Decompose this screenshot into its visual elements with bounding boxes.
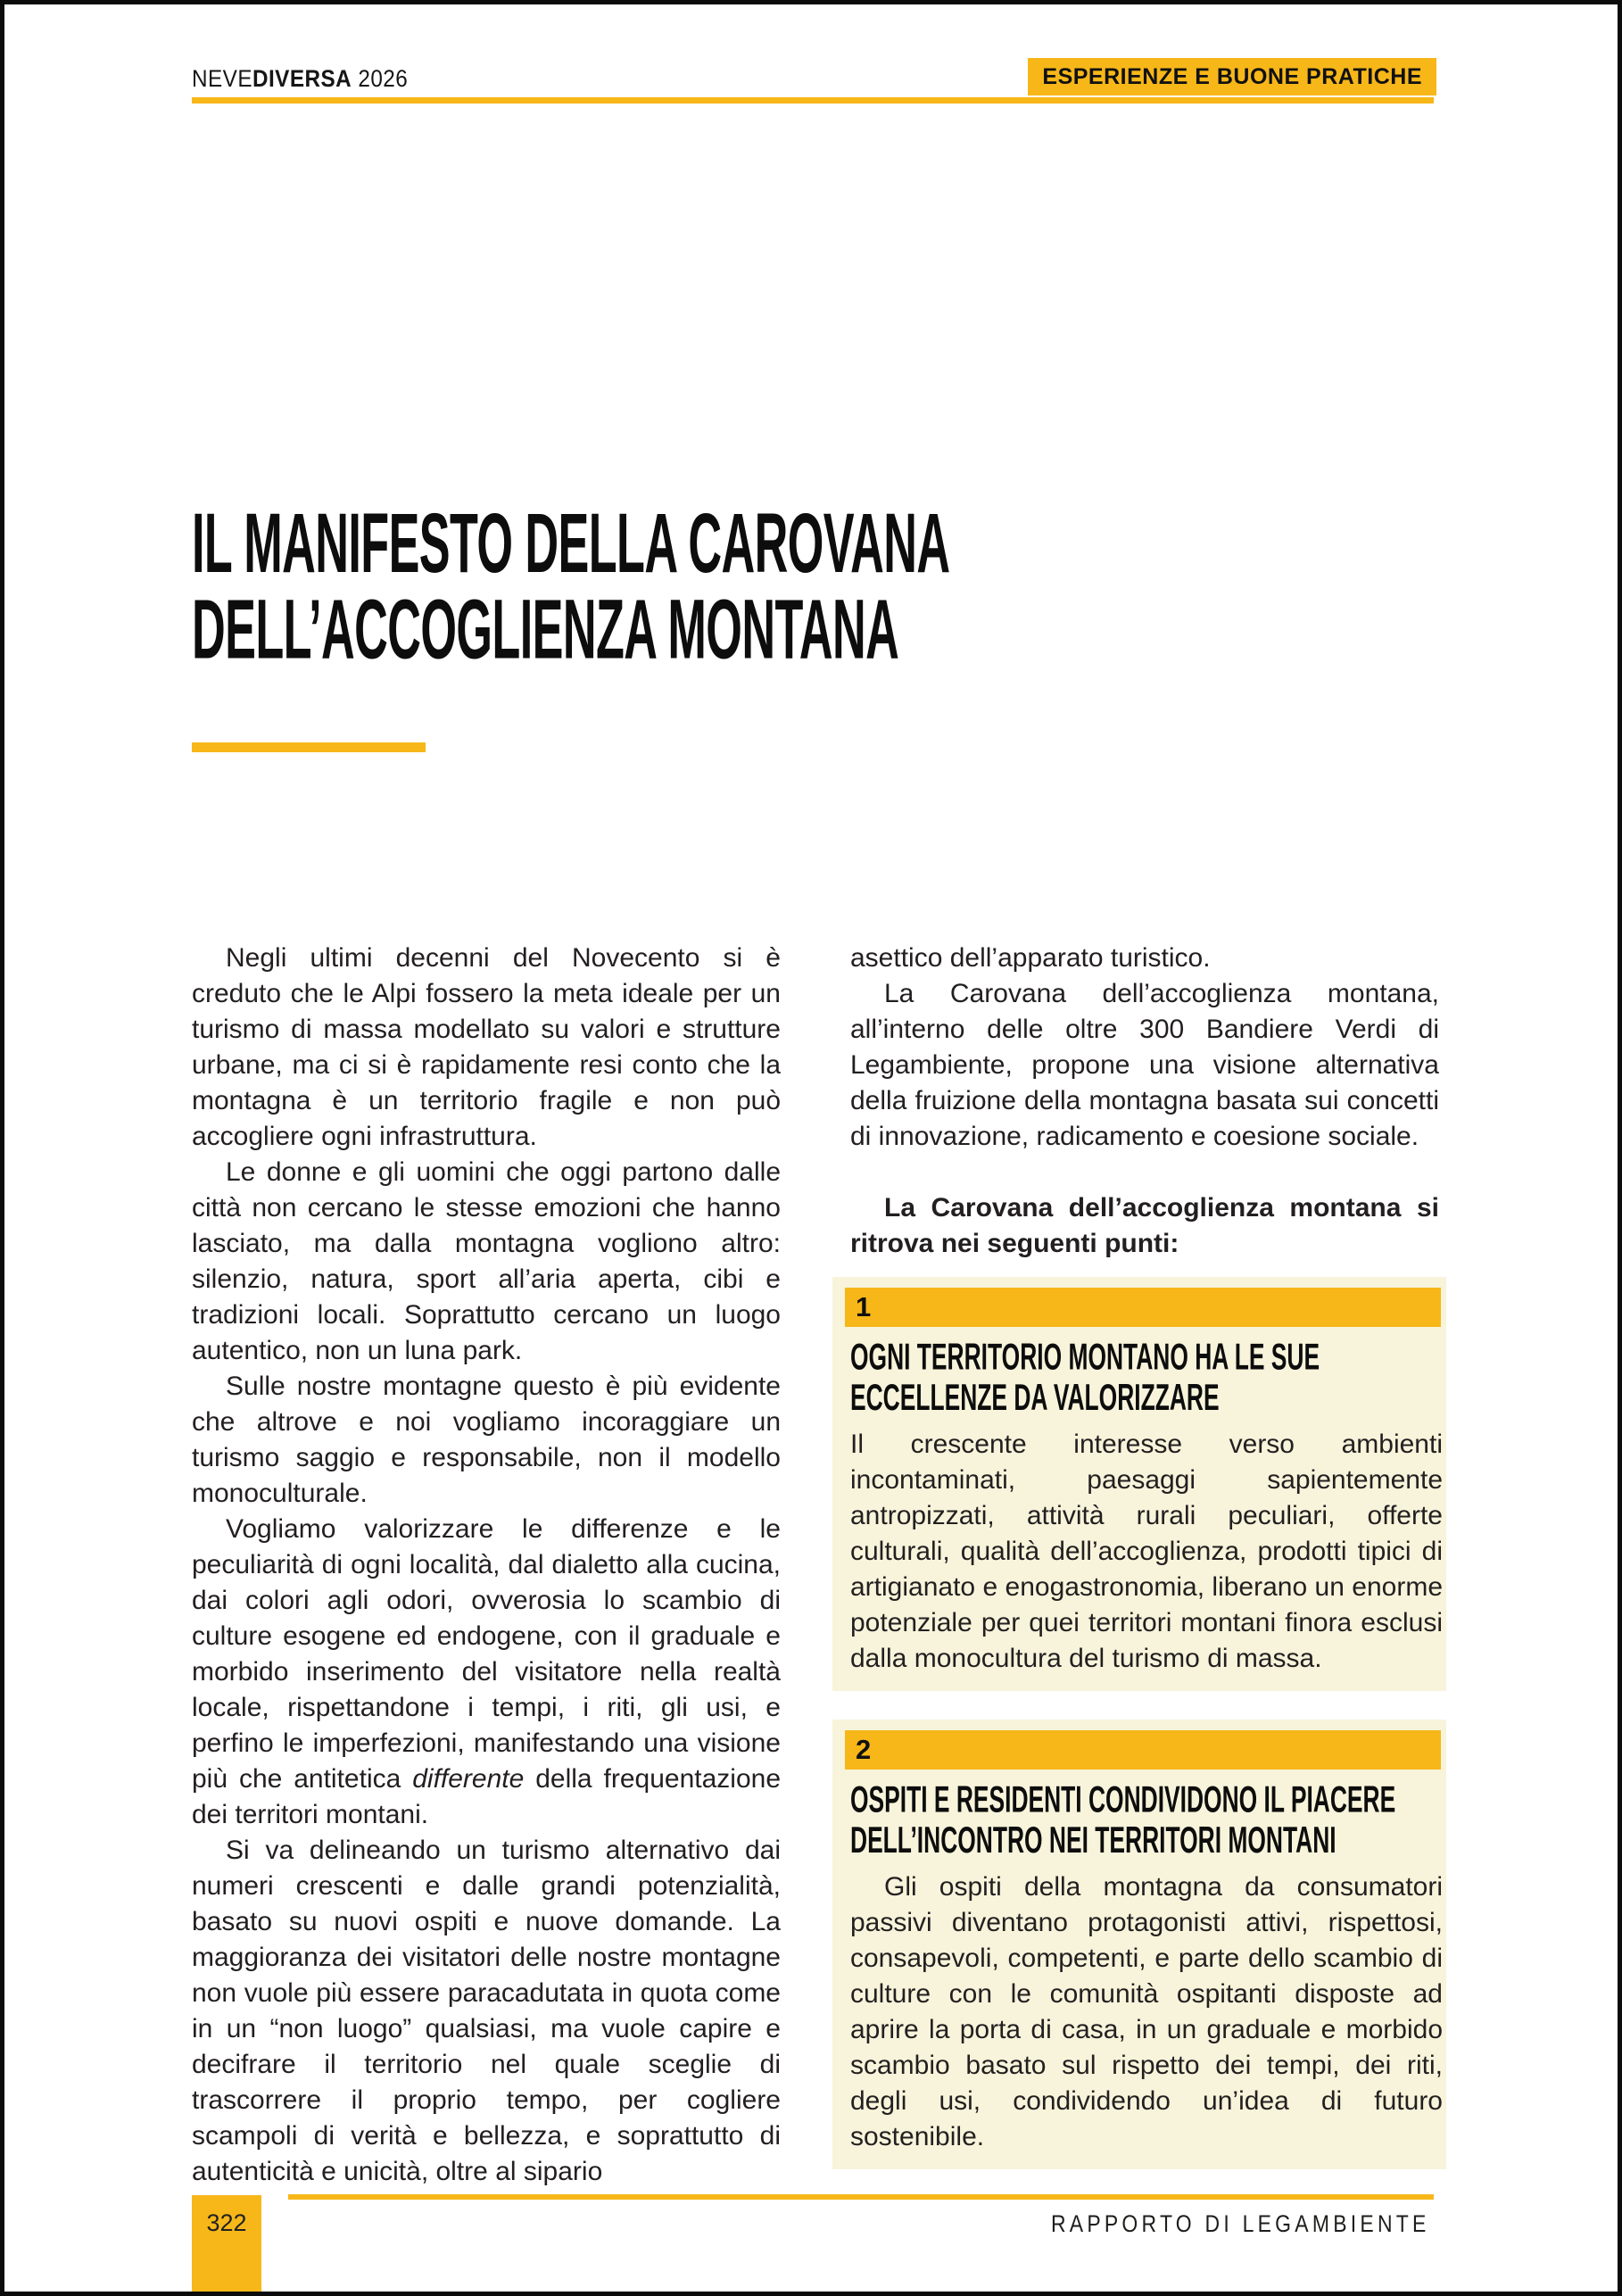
brand-year: 2026: [358, 65, 409, 92]
body-column-right: [850, 941, 1443, 2169]
header-rule: [192, 97, 1434, 104]
footer-rule: [288, 2194, 1434, 2200]
paragraph: Le donne e gli uomini che oggi partono dalle città non cercano le stesse emozioni che hanno lasciato, ma dalla montagna vogliono altro: silenzio, natura, sport all’aria aperta, cibi e tradizioni locali. Soprattutto cercano un luogo autentico, non un luna park.: [192, 1157, 781, 1365]
paragraph-text: Vogliamo valorizzare le differenze e le peculiarità di ogni località, dal dialetto alla cucina, dai colori agli odori, ovverosia lo scambio di culture esogene ed endogene, con il graduale e morbido inserimento del visitatore nella realtà locale, rispettandone i tempi, i riti, gli usi, e perfino le imperfezioni, manifestando una visione più che antitetica: [192, 1514, 781, 1794]
paragraph: Sulle nostre montagne questo è più evidente che altrove e noi vogliamo incoraggiare un turismo saggio e responsabile, non il modello monoculturale.: [192, 1372, 781, 1508]
body-column-left: [192, 941, 781, 2190]
point-number: 2: [856, 1734, 872, 1765]
paragraph: [192, 1512, 781, 1833]
paragraph-text: della frequentazione dei territori montani.: [192, 1764, 782, 1829]
point-number-bar: [845, 1730, 1441, 1770]
brand: [192, 65, 408, 93]
page-title: [192, 496, 950, 677]
point-number: 1: [856, 1291, 872, 1322]
point-heading-line-2: DELL’INCONTRO NEI TERRITORI MONTANI: [850, 1819, 1336, 1861]
point-heading: [850, 1778, 1396, 1861]
point-heading-line-1: OSPITI E RESIDENTI CONDIVIDONO IL PIACERE: [850, 1778, 1396, 1821]
title-line-1: IL MANIFESTO DELLA CAROVANA: [192, 496, 950, 591]
paragraph: asettico dell’apparato turistico.: [850, 943, 1211, 973]
point-box-2: [832, 1720, 1446, 2169]
point-body: Gli ospiti della montagna da consumatori passivi diventano protagonisti attivi, rispettosi, consapevoli, competenti, e parte dello scambio di culture con le comunità ospitanti disposte ad aprire la porta di casa, in un graduale e morbido scambio basato sul rispetto dei tempi, dei riti, degli usi, condividendo un’idea di futuro sostenibile.: [850, 1872, 1443, 2151]
point-heading-line-2: ECCELLENZE DA VALORIZZARE: [850, 1377, 1220, 1419]
point-box-1: [832, 1277, 1446, 1691]
paragraph-italic: differente: [412, 1764, 525, 1794]
footer-page-number: 322: [206, 2209, 247, 2236]
footer-page-number-box: [192, 2195, 261, 2296]
paragraph: La Carovana dell’accoglienza montana, all’interno delle oltre 300 Bandiere Verdi di Legambiente, propone una visione alternativa della fruizione della montagna basata sui concetti di innovazione, radicamento e coesione sociale.: [850, 979, 1439, 1151]
paragraph: Si va delineando un turismo alternativo dai numeri crescenti e dalle grandi potenzialità, basato su nuovi ospiti e nuove domande. La maggioranza dei visitatori delle nostre montagne non vuole più essere paracadutata in quota come in un “non luogo” qualsiasi, ma vuole capire e decifrare il territorio nel quale sceglie di trascorrere il proprio tempo, per cogliere scampoli di verità e bellezza, e soprattutto di autenticità e unicità, oltre al sipario: [192, 1836, 781, 2186]
point-heading: [850, 1336, 1320, 1419]
title-underline: [192, 742, 426, 752]
paragraph: Negli ultimi decenni del Novecento si è creduto che le Alpi fossero la meta ideale per un turismo di massa modellato su valori e strutture urbane, ma ci si è rapidamente resi conto che la montagna è un territorio fragile e non può accogliere ogni infrastruttura.: [192, 943, 781, 1151]
point-heading-line-1: OGNI TERRITORIO MONTANO HA LE SUE: [850, 1336, 1320, 1379]
brand-light: NEVE: [192, 65, 252, 92]
lead-paragraph: La Carovana dell’accoglienza montana si ritrova nei seguenti punti:: [850, 1193, 1439, 1258]
title-line-2: DELL’ACCOGLIENZA MONTANA: [192, 583, 899, 677]
section-badge: ESPERIENZE E BUONE PRATICHE: [1028, 58, 1436, 95]
point-body: Il crescente interesse verso ambienti incontaminati, paesaggi sapientemente antropizzati, attività rurali peculiari, offerte culturali, qualità dell’accoglienza, prodotti tipici di artigianato e enogastronomia, liberano un enorme potenziale per quei territori montani finora esclusi dalla monocultura del turismo di massa.: [850, 1430, 1443, 1673]
footer-report-label: RAPPORTO DI LEGAMBIENTE: [1051, 2210, 1430, 2237]
point-number-bar: [845, 1288, 1441, 1327]
brand-bold: DIVERSA: [252, 65, 352, 92]
